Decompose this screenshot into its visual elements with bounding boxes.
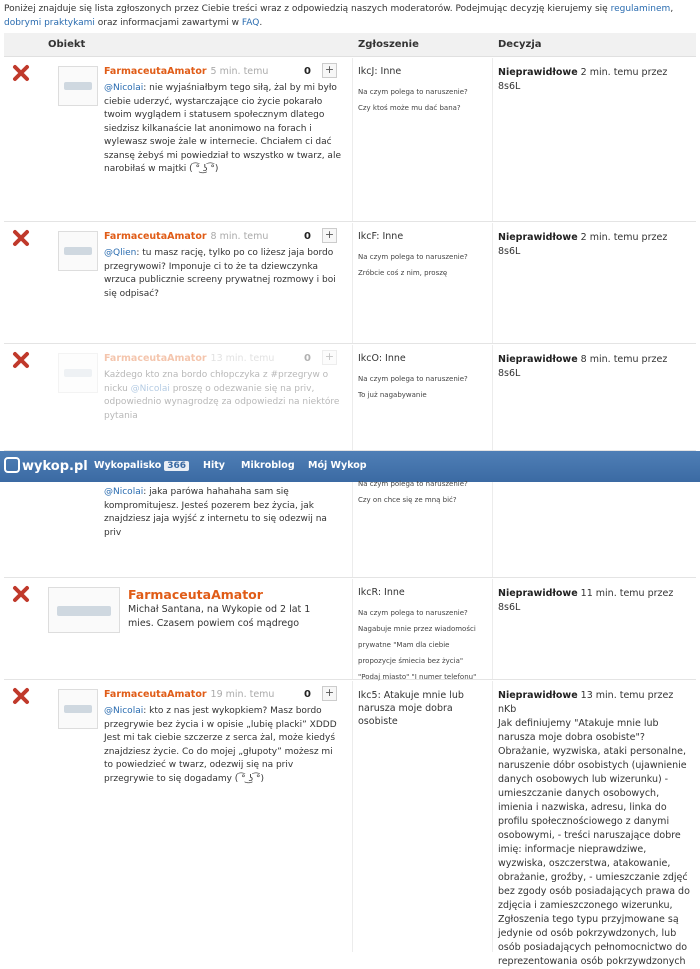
entry-body: @Nicolai: nie wyjaśniałbym tego siłą, żal by mi było ciebie uderzyć, wystarczające cio życie pokarało twoim wyglądem i statusem społecznym dlatego siedzisz kilkanaście lat anonimowo na forach i wylewasz swoje żale w internecie. Chciałem ci dać szansę żebyś mi powiedział to wszystko w twarz, ale narobiłaś w majtki ( ͡° ͜ʖ ͡°) <box>104 83 341 174</box>
decision: Nieprawidłowe 8 min. temu przez 8s6L <box>498 354 668 379</box>
nav-wykopalisko[interactable]: Wykopalisko 366 <box>94 460 189 471</box>
decision: Nieprawidłowe 2 min. temu przez 8s6L <box>498 232 668 257</box>
wykop-logo[interactable]: wykop.pl <box>4 457 88 474</box>
profile-description: Michał Santana, na Wykopie od 2 lat 1 mies. Czasem powiem coś mądrego <box>128 604 311 629</box>
plus-icon[interactable]: + <box>322 686 337 701</box>
regulations-link[interactable]: regulaminem <box>610 4 671 14</box>
faq-link[interactable]: FAQ <box>241 18 260 28</box>
report-details: Na czym polega to naruszenie? Nagabuje mnie przez wiadomości prywatne "Mam dla ciebie propozycje śmiecia bez życia" "Podaj miasto" "I numer telefonu" <box>358 609 477 681</box>
report-title: IkcR: Inne <box>358 587 405 598</box>
mention-link[interactable]: @Qlien <box>104 248 137 258</box>
mention-link[interactable]: @Nicolai <box>130 383 170 394</box>
header-object: Obiekt <box>48 39 86 50</box>
plus-icon[interactable]: + <box>322 350 337 365</box>
vote-count: 0 <box>304 689 311 700</box>
entry-body: Każdego kto zna bordo chłopczyka z #przegryw o nicku @Nicolai proszę o odezwanie się na priv, odpowiednio wynagrodzę za odpowiedzi na niektóre pytania <box>104 370 340 421</box>
intro-text: Poniżej znajduje się lista zgłoszonych przez Ciebie treści wraz z odpowiedzią naszych moderatorów. Podejmując decyzję kierujemy się regulaminem, dobrymi praktykami oraz informacjami zawartymi w FAQ. <box>4 4 674 28</box>
nav-hity[interactable]: Hity <box>203 460 225 471</box>
report-details: Na czym polega to naruszenie? Czy on chce się ze mną bić? <box>358 480 468 504</box>
report-details: Na czym polega to naruszenie? Zróbcie coś z nim, proszę <box>358 253 468 277</box>
table-header <box>4 33 696 57</box>
report-details: Na czym polega to naruszenie? Czy ktoś może mu dać bana? <box>358 88 468 112</box>
remove-icon[interactable] <box>12 351 30 369</box>
table-row <box>4 223 696 344</box>
header-report: Zgłoszenie <box>358 39 419 50</box>
table-row <box>4 345 696 451</box>
avatar[interactable] <box>48 587 120 633</box>
vote-count: 0 <box>304 353 311 364</box>
remove-icon[interactable] <box>12 687 30 705</box>
nav-mikroblog[interactable]: Mikroblog <box>241 460 295 471</box>
decision: Nieprawidłowe 2 min. temu przez 8s6L <box>498 67 668 92</box>
report-title: IkcO: Inne <box>358 353 406 364</box>
plus-icon[interactable]: + <box>322 63 337 78</box>
author-name[interactable]: FarmaceutaAmator 13 min. temu <box>104 353 275 364</box>
count-badge: 366 <box>164 461 189 471</box>
header-decision: Decyzja <box>498 39 542 50</box>
entry-body: @Nicolai: kto z nas jest wykopkiem? Masz bordo przegrywie bez życia i w opisie „lubię placki” XDDD Jest mi tak ciebie szczerze z serca żal, może kiedyś znajdziesz życie. Co do mojej „głupoty” możesz mi to powiedzieć w twarz, odezwij się na priv przegrywie to się dogadamy ( ͡° ͜ʖ ͡°) <box>104 706 337 784</box>
wykop-logo-icon <box>4 457 20 473</box>
author-name[interactable]: FarmaceutaAmator 5 min. temu <box>104 66 269 77</box>
avatar[interactable] <box>58 231 98 271</box>
vote-count: 0 <box>304 66 311 77</box>
avatar[interactable] <box>58 66 98 106</box>
report-title: Ikc5: Atakuje mnie lub narusza moje dobra osobiste <box>358 690 464 727</box>
post-time: 19 min. temu <box>210 689 275 700</box>
mention-link[interactable]: @Nicolai <box>104 487 144 497</box>
table-row <box>4 681 696 967</box>
table-row <box>4 482 696 578</box>
entry-body: @Qlien: tu masz rację, tylko po co liżesz jaja bordo przegrywowi? Imponuje ci to że ta dziewczynka wrzuca publicznie screeny prywatnej rozmowy i boi się odpisać? <box>104 248 336 299</box>
report-details: Na czym polega to naruszenie? To już nagabywanie <box>358 375 468 399</box>
decision: Nieprawidłowe 13 min. temu przez nKb Jak definiujemy "Atakuje mnie lub narusza moje dobra osobiste"? Obrażanie, wyzwiska, ataki personalne, naruszenie dóbr osobistych (ujawnienie danych osobowych lub wizerunku) - umieszczanie danych osobowych, imienia i nazwiska, adresu, linka do profilu społecznościowego z danymi osobowymi, - treści naruszające dobre imię: informacje nieprawdziwe, wyzwiska, oszczerstwa, atakowanie, obrażanie, groźby, - umieszczanie zdjęć bez zgody osób posiadających prawa do zdjęcia i zamieszczonego wizerunku, Zgłoszenia tego typu przyjmowane są jedynie od osób pokrzywdzonych, lub osób posiadających pełnomocnictwo do reprezentowania osób pokrzywdzonych <box>498 690 690 967</box>
mention-link[interactable]: @Nicolai <box>104 706 144 716</box>
entry-body: @Nicolai: jaka parówa hahahaha sam się kompromitujesz. Jesteś pozerem bez życia, jak znajdziesz jaja wyjść z internetu to się odezwij na priv <box>104 487 327 538</box>
post-time: 8 min. temu <box>210 231 269 242</box>
mention-link[interactable]: @Nicolai <box>104 83 144 93</box>
decision: Nieprawidłowe 11 min. temu przez 8s6L <box>498 588 674 613</box>
post-time: 13 min. temu <box>210 353 275 364</box>
remove-icon[interactable] <box>12 229 30 247</box>
top-navbar <box>0 451 700 482</box>
table-row <box>4 58 696 222</box>
remove-icon[interactable] <box>12 64 30 82</box>
table-row <box>4 579 696 680</box>
remove-icon[interactable] <box>12 585 30 603</box>
plus-icon[interactable]: + <box>322 228 337 243</box>
author-name[interactable]: FarmaceutaAmator 8 min. temu <box>104 231 269 242</box>
good-practices-link[interactable]: dobrymi praktykami <box>4 18 95 28</box>
avatar[interactable] <box>58 353 98 393</box>
post-time: 5 min. temu <box>210 66 269 77</box>
report-title: IkcJ: Inne <box>358 66 402 77</box>
author-name[interactable]: FarmaceutaAmator 19 min. temu <box>104 689 275 700</box>
avatar[interactable] <box>58 689 98 729</box>
profile-name[interactable]: FarmaceutaAmator <box>128 587 263 602</box>
nav-moj-wykop[interactable]: Mój Wykop <box>308 460 367 471</box>
report-title: IkcF: Inne <box>358 231 404 242</box>
vote-count: 0 <box>304 231 311 242</box>
